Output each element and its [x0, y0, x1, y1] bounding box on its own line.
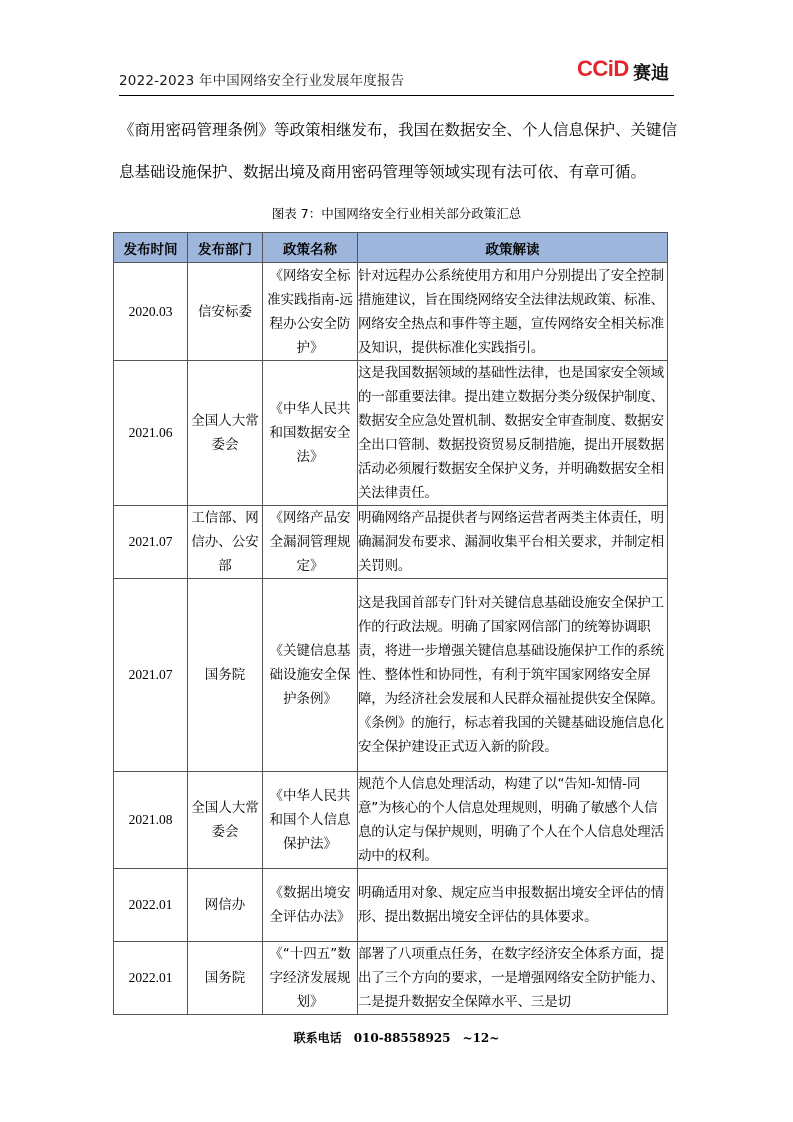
- table-caption: 图表 7：中国网络安全行业相关部分政策汇总: [271, 206, 522, 221]
- logo-chinese-text: 赛迪: [633, 63, 669, 84]
- body-paragraph-line-1: 《商用密码管理条例》等政策相继发布，我国在数据安全、个人信息保护、关键信: [119, 121, 678, 139]
- cell-interpretation: 这是我国首部专门针对关键信息基础设施安全保护工作的行政法规。明确了国家网信部门的统筹协调职责，将进一步增强关键信息基础设施保护工作的系统性、整体性和协同性，有利于筑牢国家网络安全屏障，为经济社会发展和人民群众福祉提供安全保障。《条例》的施行，标志着我国的关键基础设施信息化安全保护建设正式迈入新的阶段。: [358, 579, 668, 772]
- table-row: [114, 506, 668, 579]
- cell-department: 全国人大常委会: [188, 772, 263, 869]
- cell-department: 国务院: [188, 942, 263, 1015]
- ccid-logo: [575, 56, 675, 82]
- footer-phone-number: 010-88558925: [353, 1031, 451, 1045]
- cell-date: 2021.07: [114, 579, 188, 772]
- cell-date: 2020.03: [114, 263, 188, 361]
- column-header-policy-name: 政策名称: [263, 233, 358, 263]
- cell-date: 2021.07: [114, 506, 188, 579]
- table-row: [114, 361, 668, 506]
- body-paragraph-line-2: 息基础设施保护、数据出境及商用密码管理等领域实现有法可依、有章可循。: [119, 163, 647, 181]
- logo-latin-text: CCiD: [577, 56, 629, 81]
- cell-date: 2022.01: [114, 869, 188, 942]
- column-header-department: 发布部门: [188, 233, 263, 263]
- cell-interpretation: 明确网络产品提供者与网络运营者两类主体责任，明确漏洞发布要求、漏洞收集平台相关要求，并制定相关罚则。: [358, 506, 668, 579]
- table-row: [114, 942, 668, 1015]
- cell-department: 国务院: [188, 579, 263, 772]
- table-row: [114, 579, 668, 772]
- cell-interpretation: 针对远程办公系统使用方和用户分别提出了安全控制措施建议，旨在围绕网络安全法律法规政策、标准、网络安全热点和事件等主题，宣传网络安全相关标准及知识，提供标准化实践指引。: [358, 263, 668, 361]
- cell-date: 2021.06: [114, 361, 188, 506]
- footer-phone-label: 联系电话: [293, 1031, 342, 1045]
- page-footer: [0, 1029, 793, 1046]
- cell-interpretation: 规范个人信息处理活动，构建了以“告知-知情-同意”为核心的个人信息处理规则，明确了敏感个人信息的认定与保护规则，明确了个人在个人信息处理活动中的权利。: [358, 772, 668, 869]
- policy-table: [113, 232, 668, 1015]
- cell-policy-name: 《网络安全标准实践指南-远程办公安全防护》: [263, 263, 358, 361]
- table-row: [114, 869, 668, 942]
- cell-policy-name: 《数据出境安全评估办法》: [263, 869, 358, 942]
- cell-policy-name: 《中华人民共和国数据安全法》: [263, 361, 358, 506]
- table-row: [114, 263, 668, 361]
- cell-policy-name: 《网络产品安全漏洞管理规定》: [263, 506, 358, 579]
- cell-department: 信安标委: [188, 263, 263, 361]
- cell-interpretation: 部署了八项重点任务，在数字经济安全体系方面，提出了三个方向的要求，一是增强网络安全防护能力、二是提升数据安全保障水平、三是切: [358, 942, 668, 1015]
- report-header-title: 2022-2023 年中国网络安全行业发展年度报告: [119, 73, 405, 89]
- table-header-row: [114, 233, 668, 263]
- cell-interpretation: 明确适用对象、规定应当申报数据出境安全评估的情形、提出数据出境安全评估的具体要求。: [358, 869, 668, 942]
- column-header-interpretation: 政策解读: [358, 233, 668, 263]
- cell-policy-name: 《中华人民共和国个人信息保护法》: [263, 772, 358, 869]
- cell-department: 网信办: [188, 869, 263, 942]
- cell-date: 2021.08: [114, 772, 188, 869]
- footer-page-number: ~12~: [462, 1031, 500, 1045]
- table-row: [114, 772, 668, 869]
- column-header-date: 发布时间: [114, 233, 188, 263]
- cell-policy-name: 《“十四五”数字经济发展规划》: [263, 942, 358, 1015]
- cell-department: 全国人大常委会: [188, 361, 263, 506]
- cell-interpretation: 这是我国数据领域的基础性法律，也是国家安全领域的一部重要法律。提出建立数据分类分级保护制度、数据安全应急处置机制、数据安全审查制度、数据安全出口管制、数据投资贸易反制措施，提出开展数据活动必须履行数据安全保护义务，并明确数据安全相关法律责任。: [358, 361, 668, 506]
- cell-date: 2022.01: [114, 942, 188, 1015]
- cell-policy-name: 《关键信息基础设施安全保护条例》: [263, 579, 358, 772]
- cell-department: 工信部、网信办、公安部: [188, 506, 263, 579]
- header-divider: [119, 95, 674, 96]
